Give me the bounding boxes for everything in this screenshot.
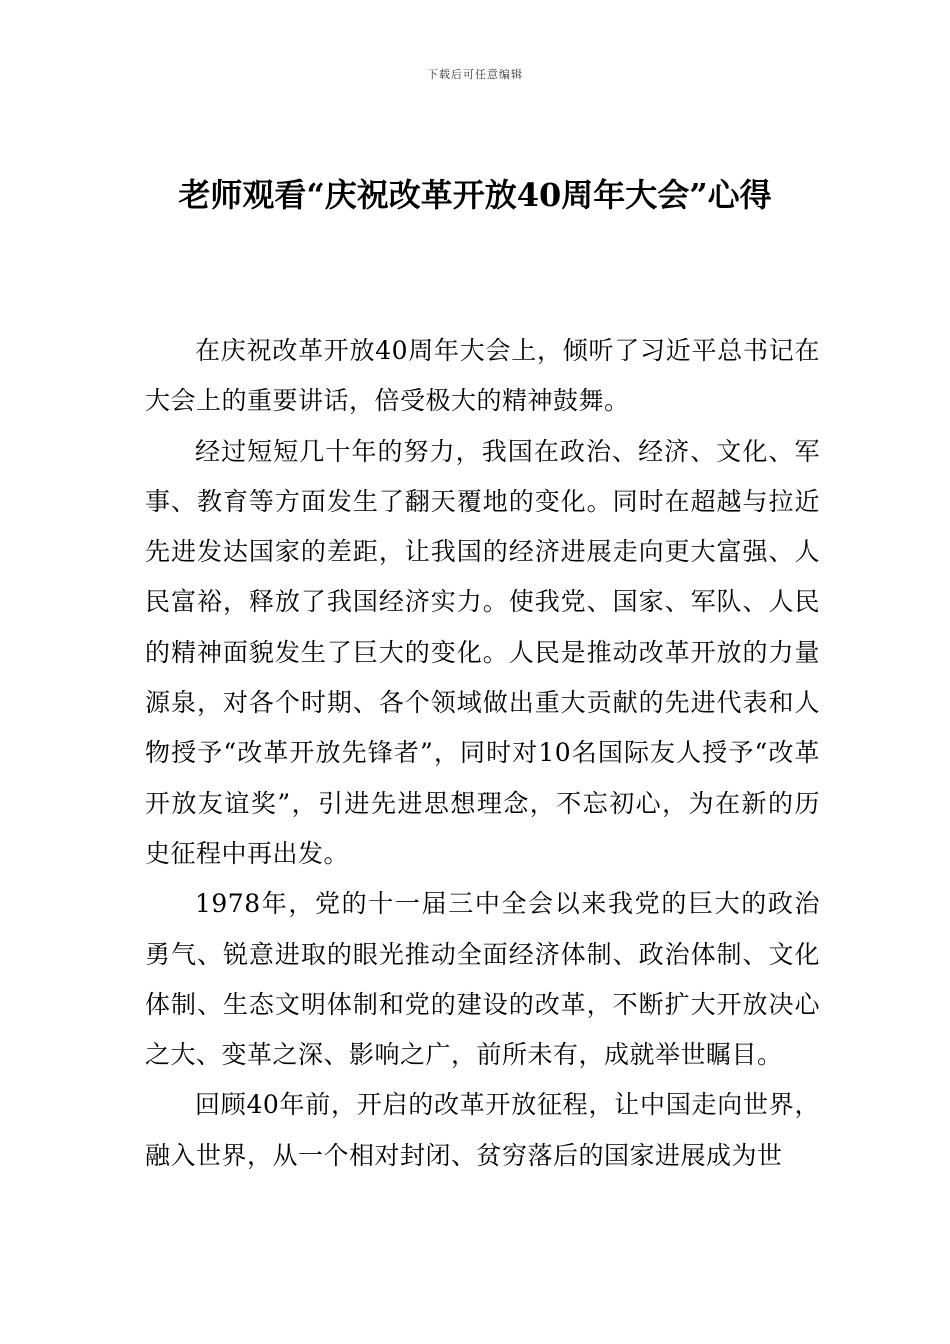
document-title: 老师观看“庆祝改革开放40周年大会”心得 xyxy=(178,176,772,214)
paragraph-1: 在庆祝改革开放40周年大会上，倾听了习近平总书记在大会上的重要讲话，倍受极大的精神鼓舞。 xyxy=(145,336,820,416)
paragraph-2: 经过短短几十年的努力，我国在政治、经济、文化、军事、教育等方面发生了翻天覆地的变化。同时在超越与拉近先进发达国家的差距，让我国的经济进展走向更大富强、人民富裕，释放了我国经济实力。使我党、国家、军队、人民的精神面貌发生了巨大的变化。人民是推动改革开放的力量源泉，对各个时期、各个领域做出重大贡献的先进代表和人物授予“改革开放先锋者”，同时对10名国际友人授予“改革开放友谊奖”，引进先进思想理念，不忘初心，为在新的历史征程中再出发。 xyxy=(145,436,820,868)
header-note: 下载后可任意编辑 xyxy=(427,68,523,81)
document-body xyxy=(145,326,820,1181)
paragraph-3: 1978年，党的十一届三中全会以来我党的巨大的政治勇气、锐意进取的眼光推动全面经济体制、政治体制、文化体制、生态文明体制和党的建设的改革，不断扩大开放决心之大、变革之深、影响之广，前所未有，成就举世瞩目。 xyxy=(145,889,820,1070)
paragraph-4: 回顾40年前，开启的改革开放征程，让中国走向世界，融入世界，从一个相对封闭、贫穷落后的国家进展成为世 xyxy=(145,1090,820,1170)
